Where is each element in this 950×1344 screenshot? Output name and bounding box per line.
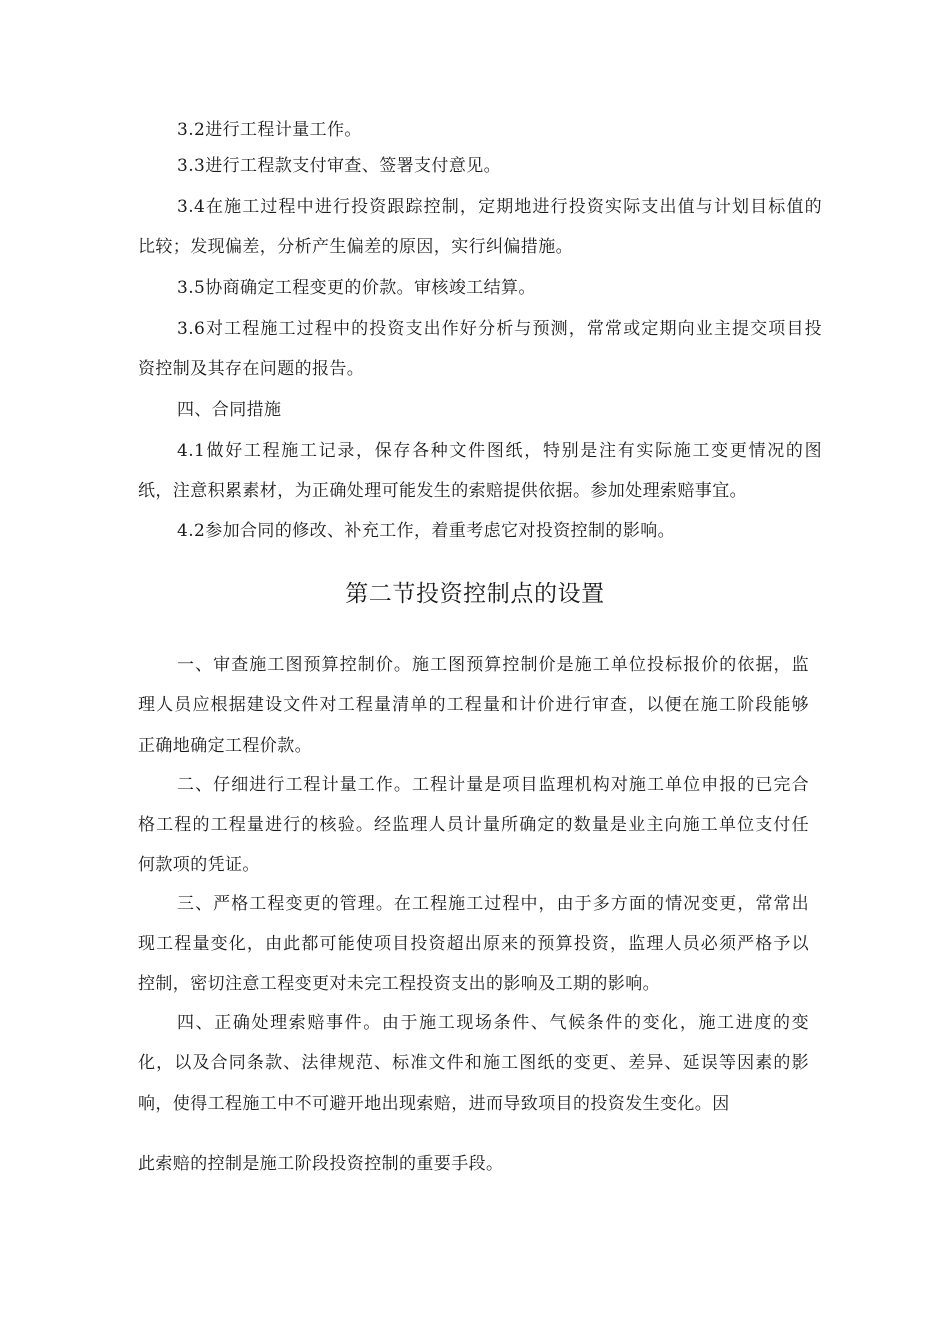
paragraph-line: 3.4在施工过程中进行投资跟踪控制，定期地进行投资实际支出值与计划目标值的 — [177, 197, 822, 217]
paragraph-line: 3.5协商确定工程变更的价款。审核竣工结算。 — [177, 278, 536, 298]
paragraph-line: 四、正确处理索赔事件。由于施工现场条件、气候条件的变化，施工进度的变 — [177, 1013, 809, 1033]
paragraph-line: 4.1做好工程施工记录，保存各种文件图纸，特别是注有实际施工变更情况的图 — [177, 441, 822, 461]
paragraph-line: 格工程的工程量进行的核验。经监理人员计量所确定的数量是业主向施工单位支付任 — [138, 815, 809, 835]
paragraph-line: 正确地确定工程价款。 — [138, 736, 312, 756]
paragraph-line: 响，使得工程施工中不可避开地出现索赔，进而导致项目的投资发生变化。因 — [138, 1094, 730, 1114]
paragraph-line: 3.2进行工程计量工作。 — [177, 120, 362, 140]
paragraph-line: 此索赔的控制是施工阶段投资控制的重要手段。 — [138, 1154, 504, 1174]
paragraph-line: 资控制及其存在问题的报告。 — [138, 359, 365, 379]
paragraph-line: 三、严格工程变更的管理。在工程施工过程中，由于多方面的情况变更，常常出 — [177, 894, 809, 914]
paragraph-line: 比较；发现偏差，分析产生偏差的原因，实行纠偏措施。 — [138, 237, 573, 257]
paragraph-line: 3.3进行工程款支付审查、签署支付意见。 — [177, 156, 502, 176]
section-title: 第二节投资控制点的设置 — [345, 581, 605, 607]
paragraph-line: 纸，注意积累素材，为正确处理可能发生的索赔提供依据。参加处理索赔事宜。 — [138, 481, 747, 501]
paragraph-line: 一、审查施工图预算控制价。施工图预算控制价是施工单位投标报价的依据，监 — [177, 655, 809, 675]
paragraph-line: 4.2参加合同的修改、补充工作，着重考虑它对投资控制的影响。 — [177, 521, 676, 541]
paragraph-line: 二、仔细进行工程计量工作。工程计量是项目监理机构对施工单位申报的已完合 — [177, 775, 809, 795]
paragraph-line: 理人员应根据建设文件对工程量清单的工程量和计价进行审查，以便在施工阶段能够 — [138, 695, 809, 715]
paragraph-line: 3.6对工程施工过程中的投资支出作好分析与预测，常常或定期向业主提交项目投 — [177, 319, 822, 339]
paragraph-line: 何款项的凭证。 — [138, 855, 260, 875]
paragraph-line: 化，以及合同条款、法律规范、标准文件和施工图纸的变更、差异、延误等因素的影 — [138, 1053, 809, 1073]
paragraph-line: 控制，密切注意工程变更对未完工程投资支出的影响及工期的影响。 — [138, 974, 660, 994]
paragraph-line: 现工程量变化，由此都可能使项目投资超出原来的预算投资，监理人员必须严格予以 — [138, 934, 809, 954]
section-subheading: 四、合同措施 — [177, 400, 282, 420]
